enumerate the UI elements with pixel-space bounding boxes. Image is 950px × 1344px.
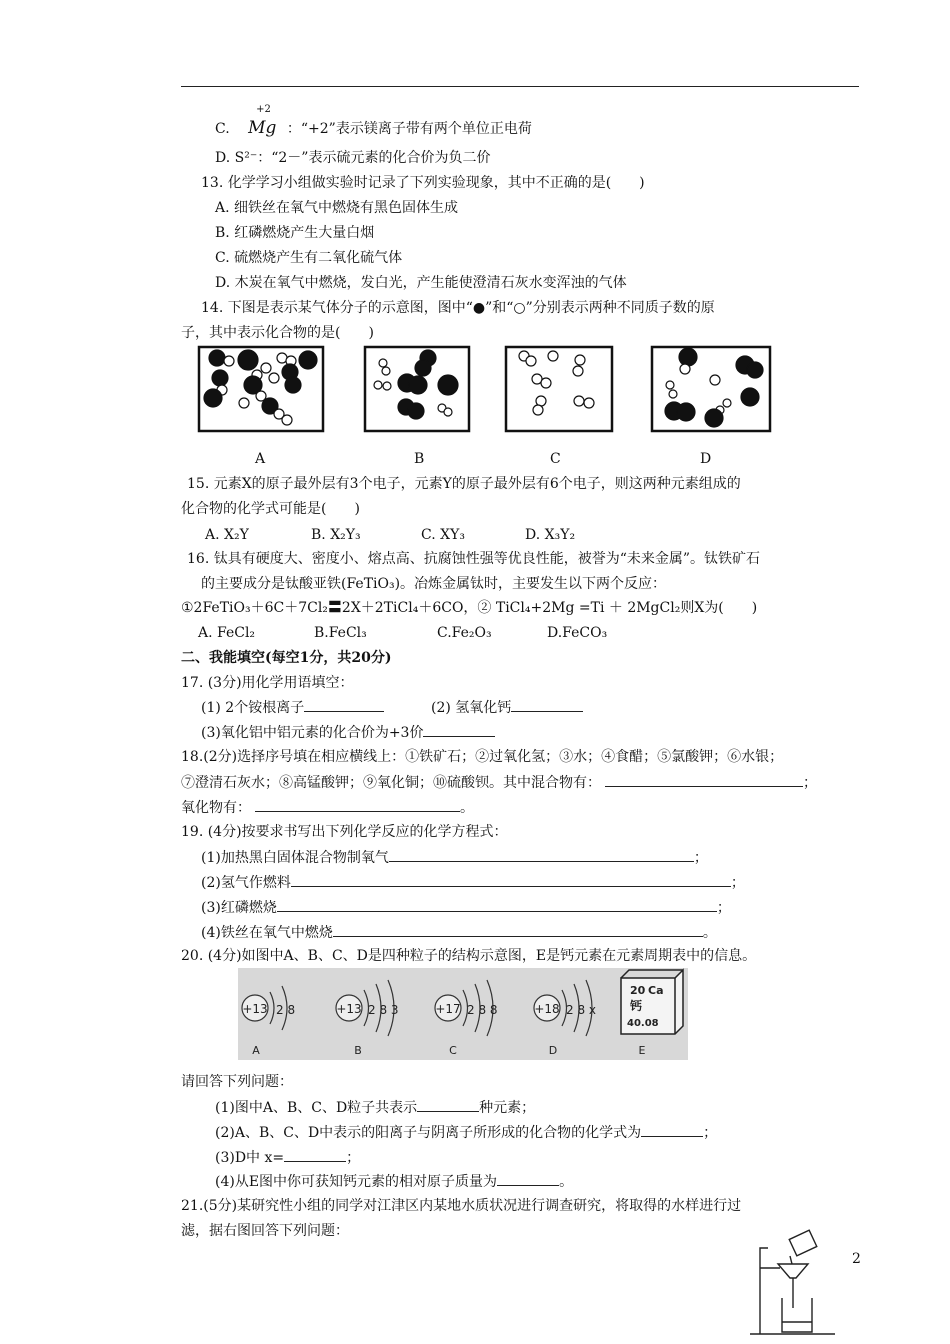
q16-stem-cont: 的主要成分是钛酸亚铁(FeTiO₃)。冶炼金属钛时，主要发生以下两个反应： xyxy=(201,576,667,592)
q15-option: D. X₃Y₂ xyxy=(525,527,576,543)
atom-d-label: D xyxy=(548,1044,558,1057)
q19-item: (2)氢气作燃料 ； xyxy=(201,872,745,893)
q20-prompt: 请回答下列问题： xyxy=(181,1074,293,1090)
q16-reactions: ①2FeTiO₃＋6C＋7Cl₂〓2X＋2TiCl₄＋6CO，② TiCl₄+2Mg =Ti ＋ 2MgCl₂则X为( ) xyxy=(181,600,758,616)
answer-blank[interactable] xyxy=(389,847,694,862)
diagram-label-c: C xyxy=(550,451,561,467)
q17-item: (1) 2个铵根离子 xyxy=(201,697,384,718)
option-c-mg: C. +2 Mg ：“+2”表示镁离子带有两个单位正电荷 xyxy=(215,118,532,139)
box-b-molecules xyxy=(374,350,458,419)
answer-blank[interactable] xyxy=(417,1097,479,1112)
q16-option: B.FeCl₃ xyxy=(314,625,367,641)
element-number: 20 xyxy=(630,984,646,997)
answer-blank[interactable] xyxy=(605,772,803,787)
atom-structure-figure xyxy=(238,968,688,1060)
atom-c-nucleus: +17 xyxy=(435,1002,461,1016)
atom-a-shells: 2 8 xyxy=(276,1003,296,1017)
q17-item: (3)氧化铝中铝元素的化合价为+3价 xyxy=(201,722,495,743)
atom-d-nucleus: +18 xyxy=(534,1002,560,1016)
q15-option: A. X₂Y xyxy=(205,527,249,543)
q15-stem: 15. 元素X的原子最外层有3个电子，元素Y的原子最外层有6个电子，则这两种元素组成的 xyxy=(187,476,741,492)
answer-blank[interactable] xyxy=(284,1147,346,1162)
q16-stem: 16. 钛具有硬度大、密度小、熔点高、抗腐蚀性强等优良性能，被誉为“未来金属”。钛铁矿石 xyxy=(187,551,761,567)
section-heading: 二、我能填空(每空1分，共20分) xyxy=(181,650,392,666)
q19-stem: 19. (4分)按要求书写出下列化学反应的化学方程式： xyxy=(181,824,508,840)
atom-a-label: A xyxy=(252,1044,260,1057)
q17-item: (2) 氢氧化钙 xyxy=(431,697,583,718)
q17-stem: 17. (3分)用化学用语填空： xyxy=(181,675,354,691)
diagram-label-a: A xyxy=(255,451,266,467)
diagram-label-d: D xyxy=(700,451,712,467)
q16-option: A. FeCl₂ xyxy=(198,625,256,641)
page-number: 2 xyxy=(852,1251,861,1267)
header-rule xyxy=(181,86,859,87)
q13-option: A. 细铁丝在氧气中燃烧有黑色固体生成 xyxy=(215,200,459,216)
q13-option: C. 硫燃烧产生有二氧化硫气体 xyxy=(215,250,403,266)
q16-option: D.FeCO₃ xyxy=(547,625,608,641)
q15-option: C. XY₃ xyxy=(421,527,465,543)
q20-item: (2)A、B、C、D中表示的阳离子与阴离子所形成的化合物的化学式为 ； xyxy=(215,1122,717,1143)
answer-blank[interactable] xyxy=(641,1122,703,1137)
filtration-apparatus-figure xyxy=(740,1228,840,1338)
box-d-molecules xyxy=(665,348,763,427)
atom-c-label: C xyxy=(449,1044,457,1057)
q13-option: D. 木炭在氧气中燃烧，发白光，产生能使澄清石灰水变浑浊的气体 xyxy=(215,275,627,291)
molecule-diagrams xyxy=(190,340,790,440)
q19-item: (1)加热黑白固体混合物制氧气 ； xyxy=(201,847,708,868)
answer-blank[interactable] xyxy=(277,897,717,912)
q13-option: B. 红磷燃烧产生大量白烟 xyxy=(215,225,375,241)
q16-option: C.Fe₂O₃ xyxy=(437,625,492,641)
element-name: 钙 xyxy=(630,999,643,1013)
q21-stem: 21.(5分)某研究性小组的同学对江津区内某地水质状况进行调查研究，将取得的水样进行过 xyxy=(181,1198,742,1214)
answer-blank[interactable] xyxy=(423,722,495,737)
q19-item: (4)铁丝在氧气中燃烧 。 xyxy=(201,922,717,943)
q19-item: (3)红磷燃烧 ； xyxy=(201,897,731,918)
charge-label: +2 xyxy=(256,104,271,115)
q15-stem-cont: 化合物的化学式可能是( ) xyxy=(181,501,360,517)
answer-blank[interactable] xyxy=(333,922,703,937)
element-label: E xyxy=(638,1044,646,1057)
atom-b-label: B xyxy=(354,1044,362,1057)
answer-blank[interactable] xyxy=(304,697,384,712)
q18-mixtures: ⑦澄清石灰水；⑧高锰酸钾；⑨氧化铜；⑩硫酸钡。其中混合物有： ； xyxy=(181,772,817,793)
atom-b-shells: 2 8 3 xyxy=(368,1003,399,1017)
answer-blank[interactable] xyxy=(255,797,460,812)
q20-item: (3)D中 x= ； xyxy=(215,1147,360,1168)
element-mass: 40.08 xyxy=(627,1018,659,1029)
q18-oxides: 氧化物有： 。 xyxy=(181,797,474,818)
q15-option: B. X₂Y₃ xyxy=(311,527,361,543)
answer-blank[interactable] xyxy=(497,1171,559,1186)
diagram-label-b: B xyxy=(414,451,425,467)
q21-stem-cont: 滤，据右图回答下列问题： xyxy=(181,1223,349,1239)
option-d-s: D. S²⁻：“2－”表示硫元素的化合价为负二价 xyxy=(215,150,491,166)
q14-stem-cont: 子，其中表示化合物的是( ) xyxy=(181,325,374,341)
atom-b-nucleus: +13 xyxy=(336,1002,362,1016)
atom-a-nucleus: +13 xyxy=(242,1002,268,1016)
q20-item: (4)从E图中你可获知钙元素的相对原子质量为 。 xyxy=(215,1171,573,1192)
atom-d-shells: 2 8 x xyxy=(566,1003,596,1017)
answer-blank[interactable] xyxy=(291,872,731,887)
atom-c-shells: 2 8 8 xyxy=(467,1003,498,1017)
q20-stem: 20. (4分)如图中A、B、C、D是四种粒子的结构示意图，E是钙元素在元素周期表中的信息。 xyxy=(181,948,757,964)
q18-stem: 18.(2分)选择序号填在相应横线上：①铁矿石；②过氧化氢；③水；④食醋；⑤氯酸钾；⑥水银； xyxy=(181,749,784,765)
q14-stem: 14. 下图是表示某气体分子的示意图，图中“●”和“○”分别表示两种不同质子数的原 xyxy=(201,300,715,316)
box-a-molecules xyxy=(204,350,317,425)
box-c-molecules xyxy=(519,351,594,415)
mg-symbol: Mg xyxy=(248,118,277,138)
element-symbol: Ca xyxy=(648,984,664,997)
q13-stem: 13. 化学学习小组做实验时记录了下列实验现象，其中不正确的是( ) xyxy=(201,175,645,191)
q20-item: (1)图中A、B、C、D粒子共表示 种元素； xyxy=(215,1097,535,1118)
answer-blank[interactable] xyxy=(511,697,583,712)
